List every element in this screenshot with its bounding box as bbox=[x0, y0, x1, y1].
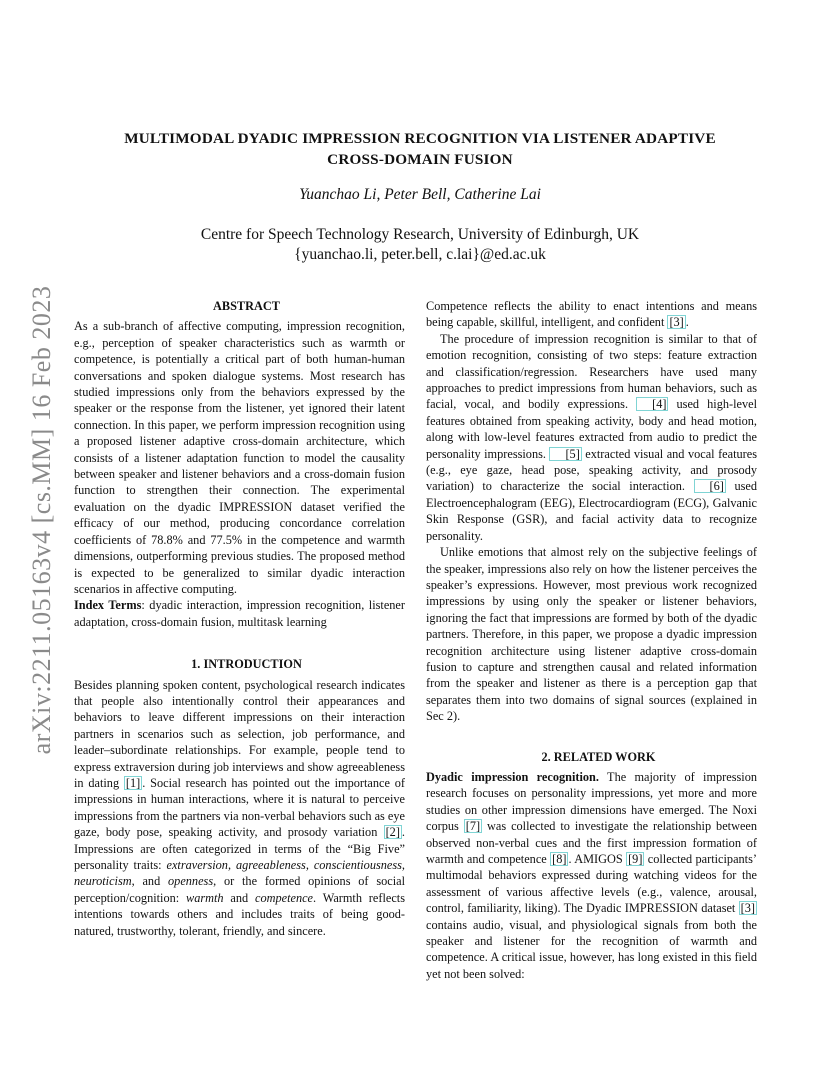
related-work-paragraph bbox=[426, 769, 757, 982]
right-text-3e: contains audio, visual, and physiological signals from both the speaker and listener for the recognition of warmth and competence. A critical issue, however, has long existed in this field yet not been solved: bbox=[426, 917, 757, 981]
right-text-1a: The procedure of impression recognition is similar to that of emotion recognition, consisting of two steps: feature extraction and classification/regression. Researchers have used many approaches to predict impressions from human behaviors, such as facial, vocal, and bodily expressions. bbox=[426, 331, 757, 412]
unlike-emotions-paragraph: Unlike emotions that almost rely on the subjective feelings of the speaker, impressions also rely on how the listener perceives the speaker’s expressions. However, most previous work recognized impressions by using only the speaker or listener behaviors, ignoring the fact that impressions are formed by both of the dyadic partners. Therefore, in this paper, we propose a dyadic impression recognition architecture using listener adaptive cross-domain fusion to capture and strengthen causal and related information from the speaker and listener as there is a perception gap that separates them into two domains of signal sources (explained in Sec 2). bbox=[426, 545, 757, 724]
author-list: Yuanchao Li, Peter Bell, Catherine Lai bbox=[299, 186, 541, 203]
intro-continuation bbox=[426, 298, 757, 331]
right-text-3a: The majority of impression research focuses on personality impressions, yet more and more studies on other impression dimensions have emerged. The Noxi corpus bbox=[426, 769, 757, 834]
citation-link[interactable]: [9] bbox=[628, 852, 643, 866]
index-terms bbox=[74, 597, 405, 630]
index-terms-text: : dyadic interaction, impression recognition, listener adaptation, cross-domain fusion, multitask learning bbox=[74, 598, 405, 629]
intro-openness: openness bbox=[168, 874, 214, 889]
intro-paragraph bbox=[74, 677, 405, 940]
intro-text-g: . Warmth reflects intentions towards others and includes traits of being good-natured, trustworthy, tolerant, friendly, and sincere. bbox=[74, 890, 405, 938]
intro-text-f: and bbox=[223, 890, 255, 905]
right-column bbox=[426, 298, 757, 982]
citation-link[interactable]: [8] bbox=[552, 852, 567, 866]
intro-text-a: Besides planning spoken content, psychological research indicates that people also intentionally control their appearances and behaviors to leave different impressions on their interaction partners in scenarios such as selection, job performance, and leader–subordinate relationships. For example, people tend to express extraversion during job interviews and show agreeableness in dating bbox=[74, 677, 405, 790]
paper-title bbox=[100, 128, 740, 170]
right-text-0a: Competence reflects the ability to enact intentions and means being capable, skillful, intelligent, and confident bbox=[426, 299, 757, 330]
intro-warmth: warmth bbox=[186, 890, 224, 905]
intro-competence: competence bbox=[254, 890, 314, 905]
intro-text-d: , and bbox=[131, 874, 169, 889]
right-text-1d: used Electroencephalogram (EEG), Electrocardiogram (ECG), Galvanic Skin Response (GSR), and facial activity data to recognize personality. bbox=[426, 479, 757, 543]
related-work-heading: 2. RELATED WORK bbox=[541, 749, 656, 764]
citation-link[interactable]: [2] bbox=[385, 825, 400, 840]
citation-link[interactable]: [4] bbox=[636, 397, 668, 411]
citation-link[interactable]: [6] bbox=[694, 479, 726, 493]
citation-link[interactable]: [7] bbox=[465, 819, 481, 834]
index-terms-label: Index Terms bbox=[74, 598, 142, 613]
arxiv-watermark bbox=[22, 270, 62, 770]
intro-traits: extraversion, agreeableness, conscientiousness, neuroticism bbox=[74, 858, 406, 889]
citation-link[interactable]: [5] bbox=[549, 447, 581, 461]
right-text-0b: . bbox=[685, 315, 689, 330]
intro-text-b: . Social research has pointed out the importance of impressions in human interactions, where it is natural to perceive impressions from the partners via non-verbal behaviors such as eye gaze, body pose, speaking activity, and prosody variation bbox=[74, 775, 405, 840]
intro-text-c: . Impressions are often categorized in terms of the “Big Five” personality traits: bbox=[74, 825, 405, 872]
right-text-1c: extracted visual and vocal features (e.g., eye gaze, head pose, speaking activity, and prosody variation) to characterize the social interaction. bbox=[426, 446, 757, 494]
citation-link[interactable]: [3] bbox=[669, 315, 684, 330]
right-text-3d: collected participants’ multimodal behaviors expressed during watching videos for the assessment of various affective levels (e.g., valence, arousal, control, familiarity, liking). The Dyadic IMPRESSION dataset bbox=[426, 852, 757, 916]
author-emails: {yuanchao.li, peter.bell, c.lai}@ed.ac.uk bbox=[294, 246, 546, 263]
left-column bbox=[74, 298, 405, 939]
abstract-heading: ABSTRACT bbox=[213, 299, 280, 313]
title-line-2: CROSS-DOMAIN FUSION bbox=[327, 151, 513, 168]
intro-text-e: , or the formed opinions of social perception/cognition: bbox=[74, 874, 405, 905]
right-text-1b: used high-level features obtained from speaking activity, body and head motion, along with low-level features extracted from audio to predict the personality impressions. bbox=[426, 397, 758, 461]
abstract-text: As a sub-branch of affective computing, impression recognition, e.g., perception of speaker characteristics such as warmth or competence, is potentially a critical part of both human-human conversations and spoken dialogue systems. Most research has studied impressions only from the behaviors expressed by the speaker or the response from the listener, yet ignored their latent connection. In this paper, we perform impression recognition using a proposed listener adaptive cross-domain architecture, which consists of a listener adaptation function to model the causality between speaker and listener behaviors and a cross-domain fusion function to strengthen their connection. The experimental evaluation on the dyadic IMPRESSION dataset verified the efficacy of our method, producing concordance correlation coefficients of 78.8% and 77.5% in the competence and warmth dimensions, outperforming previous studies. The proposed method is expected to be generalized to similar dyadic interaction scenarios in affective computing. bbox=[74, 319, 405, 596]
citation-link[interactable]: [1] bbox=[125, 775, 141, 790]
citation-link[interactable]: [3] bbox=[740, 901, 755, 916]
affiliation: Centre for Speech Technology Research, University of Edinburgh, UK bbox=[200, 226, 640, 243]
introduction-heading: 1. INTRODUCTION bbox=[191, 657, 302, 672]
procedure-paragraph bbox=[426, 331, 757, 544]
related-work-lead: Dyadic impression recognition. bbox=[426, 769, 599, 784]
arxiv-id: arXiv:2211.05163v4 [cs.MM] 16 Feb 2023 bbox=[27, 285, 56, 755]
title-line-1: MULTIMODAL DYADIC IMPRESSION RECOGNITION VIA LISTENER ADAPTIVE bbox=[124, 130, 716, 147]
affiliation-block bbox=[100, 225, 740, 265]
right-text-3c: . AMIGOS bbox=[568, 852, 627, 866]
right-text-3b: was collected to investigate the relationship between observed non-verbal cues and the first impression formation of warmth and competence bbox=[426, 819, 758, 866]
